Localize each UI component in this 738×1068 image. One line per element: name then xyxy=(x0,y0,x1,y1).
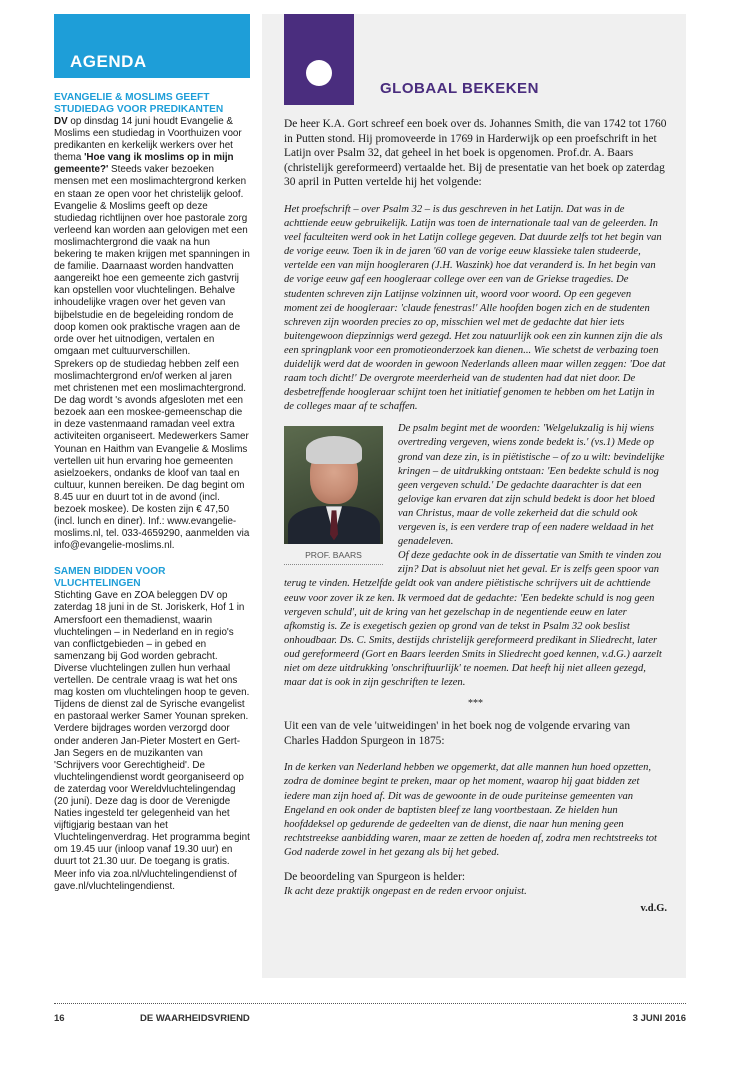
agenda-item xyxy=(54,92,250,552)
agenda-header xyxy=(54,14,250,78)
article-panel xyxy=(262,14,686,978)
agenda-item-title: EVANGELIE & MOSLIMS GEEFT STUDIEDAG VOOR PREDIKANTEN xyxy=(54,92,224,115)
verdict-intro: De beoordeling van Spurgeon is helder: xyxy=(284,871,466,883)
spurgeon-intro: Uit een van de vele 'uitweidingen' in het boek nog de volgende ervaring van Charles Haddon Spurgeon in 1875: xyxy=(284,720,631,747)
agenda-item-body: Sprekers op de studiedag hebben zelf een moslimachtergrond en/of werken al jaren met christenen met een moslimachtergrond. De dag wordt 's avonds afgesloten met een bezoek aan een moskee-gemeenschap die in deze vastenmaand ramadan veel extra activiteiten organiseert. Medewerkers Samer Younan en Haithm van Evangelie & Moslims vertellen uit hun ervaring hoe gemeenten asielzoekers, ondanks de kloof van taal en cultuur, kunnen bereiken. De dag begint om 8.45 uur en duurt tot in de avond (incl. bezoek moskee). De kosten zijn € 47,50 (incl. lunch en diner). Inf.: www.evangelie-moslims.nl, tel. 033-4659290, aanmelden via info@evangelie-moslims.nl. xyxy=(54,358,250,552)
magazine-name: DE WAARHEIDSVRIEND xyxy=(140,1013,250,1024)
agenda-item-theme: 'Hoe vang ik moslims op in mijn gemeente?' xyxy=(54,152,234,176)
photo-caption: PROF. BAARS xyxy=(284,550,383,565)
article-body xyxy=(284,117,667,914)
verdict-quote: Ik acht deze praktijk ongepast en de reden ervoor onjuist. xyxy=(284,885,527,897)
section-divider: *** xyxy=(468,698,483,710)
footer-divider xyxy=(54,1003,686,1004)
quote-paragraph: Het proefschrift – over Psalm 32 – is dus geschreven in het Latijn. Dat was in de achttiende eeuw gebruikelijk. Latijn was toen de internationale taal van de geleerden. In veel faculteiten werd ook in het Latijn college gegeven. Dat duurde zelfs tot het begin van de vorige eeuw. Toen ik in de jaren '60 van de vorige eeuw klassieke talen studeerde, vertelde een van mijn hoogleraren (J.H. Waszink) hoe dat veranderd is. In het begin van de vorige eeuw gaf een hoogleraar college over een van de Griekse tragedies. De studenten schreven zijn Latijnse volzinnen uit, woord voor woord. Op een gegeven moment zei de hoogleraar: 'claude fenestras!' Alle hoofden bogen zich en de studenten schreven zijn woorden precies zo op, misschien wel met de gedachte dat hier iets buitengewoon diepzinnigs werd gezegd. Het zou natuurlijk ook een zin kunnen zijn die als een springplank voor een promotieonderzoek kan dienen... Wie schetst de verbazing toen duidelijk werd dat de woorden in gewoon Nederlands alleen maar willen zeggen: 'Doe dat raam toch dicht!' De overgrote meerderheid van de studenten had dat niet door. De desbetreffende hoogleraar schijnt toen het initiatief genomen te hebben om het Latijn in de colleges maar af te schaffen. xyxy=(284,203,666,413)
portrait-figure xyxy=(284,426,392,565)
section-title: GLOBAAL BEKEKEN xyxy=(380,80,539,97)
agenda-item-lead: DV xyxy=(54,116,68,127)
agenda-text: op dinsdag 14 juni houdt Evangelie & Moslims een studiedag in Voorthuizen voor predikanten en kerkelijk werkers over het thema xyxy=(54,116,242,164)
agenda-column xyxy=(54,14,250,893)
author-signature: v.d.G. xyxy=(640,902,667,914)
agenda-item-body: Stichting Gave en ZOA beleggen DV op zaterdag 18 juni in de St. Joriskerk, Hof 1 in Amersfoort een themadienst, waarin vluchtelingen – in Nederland en in regio's van conflictgebieden – in gebed en samenzang bij God worden gebracht. Diverse vluchtelingen zullen hun verhaal vertellen. De centrale vraag is wat het ons mag kosten om vluchtelingen hoop te geven. Tijdens de dienst zal de Syrische evangelist en pastoraal werker Samer Younan spreken. Verdere bijdrages worden verzorgd door onder anderen Jan-Pieter Mostert en Gert-Jan Segers en de muzikanten van 'Schrijvers voor Gerechtigheid'. De vluchtelingendienst wordt georganiseerd op de zaterdag voor Wereldvluchtelingendag (20 juni). Deze dag is door de Verenigde Naties ingesteld ter gelegenheid van het vijftigjarig bestaan van het Vluchtelingenverdrag. Het programma begint om 19.45 uur (inloop vanaf 19.30 uur) en duurt tot 21.30 uur. De toegang is gratis. Meer info via zoa.nl/vluchtelingendienst of gave.nl/vluchtelingendienst. xyxy=(54,590,250,892)
portrait-photo xyxy=(284,426,383,544)
page-number: 16 xyxy=(54,1013,65,1024)
quote-paragraph: Of deze gedachte ook in de dissertatie van Smith te vinden zou zijn? Dat is absoluut niet het geval. Er is zelfs geen spoor van terug te vinden. Hetzelfde geldt ook van andere piëtistische schrijvers uit de achttiende eeuw voor zover ik ze ken. Ik vermoed dat de gedachte: 'Een bedekte schuld is nog geen vergeven schuld', uit de kring van het gezelschap in de negentiende eeuw en later afkomstig is. Ze is exegetisch gezien op grond van de tekst in Psalm 32 ook beslist onhoudbaar. Ds. C. Smits, destijds christelijk gereformeerd predikant in Sliedrecht, later oud gereformeerd (Gort en Baars leerden Smits in Sliedrecht goed kennen, v.d.G.) aarzelt niet om deze uitdrukking 'onschriftuurlijk' te noemen. Dat heeft hij niet alleen gezegd, maar dat is ook in zijn geschriften te lezen. xyxy=(284,550,662,689)
circle-icon xyxy=(306,60,332,86)
agenda-header-label: AGENDA xyxy=(70,52,147,71)
agenda-text: Steeds vaker bezoeken mensen met een moslimachtergrond kerken en staan ze open voor het christelijk geloof. Evangelie & Moslims geeft op deze studiedag richtlijnen over hoe pastorale zorg verleend kan worden aan gelovigen met een moslimachtergrond die vaak na hun bekering te maken krijgen met spanningen in de familie. Daarnaast worden handvatten aangereikt hoe een gemeente zich gastvrij kan opstellen voor vluchtelingen. Behalve inhoudelijke vragen over het geven van bijbelstudie en de begeleiding rondom de doop komen ook praktische vragen aan de orde over het uitnodigen, vertalen en omgaan met cultuurverschillen. xyxy=(54,164,250,357)
agenda-item-body xyxy=(54,116,250,358)
spurgeon-quote: In de kerken van Nederland hebben we opgemerkt, dat alle mannen hun hoed opzetten, zodra de dominee begint te preken, maar op het moment, waarop hij gaat bidden zet iedere man zijn hoed af. Dit was de gewoonte in de oude puriteinse gemeenten van Engeland en ook onder de baptisten bleef ze lang voortbestaan. Ze hielden hun hoofddeksel op gedurende de gedeelten van de dienst, die naar hun mening geen rechtstreekse aanbidding waren, maar ze zetten de hoeden af, zodra men rechtstreeks tot God naderde zowel in het gezang als bij het gebed. xyxy=(284,762,657,858)
quote-paragraph: De psalm begint met de woorden: 'Welgelukzalig is hij wiens overtreding vergeven, wiens zonde bedekt is.' (vs.1) Mede op grond van deze zin, is in piëtistische – of zo u wilt: bevindelijke kringen – de uitdrukking ontstaan: 'Een bedekte schuld is nog geen vergeven schuld.' De gedachte daarachter is dat een gelovige kan ervaren dat zijn schuld bedekt is door het bloed van Christus, maar de volle zekerheid dat die schuld ook vergeven is, is een verdere trap of een nadere weldaad in het genadeleven. xyxy=(398,423,665,548)
article-intro: De heer K.A. Gort schreef een boek over ds. Johannes Smith, die van 1742 tot 1760 in Putten stond. Hij promoveerde in 1769 in Harderwijk op een proefschrift in het Latijn over Psalm 32, dat geheel in het boek is opgenomen. Prof.dr. A. Baars (christelijk gereformeerd) vertaalde het. Bij de presentatie van het boek op zaterdag 30 april in Putten vertelde hij het volgende: xyxy=(284,118,667,189)
agenda-item xyxy=(54,566,250,892)
section-marker xyxy=(284,14,354,105)
issue-date: 3 JUNI 2016 xyxy=(632,1013,686,1024)
agenda-item-title: SAMEN BIDDEN VOOR VLUCHTELINGEN xyxy=(54,566,166,589)
